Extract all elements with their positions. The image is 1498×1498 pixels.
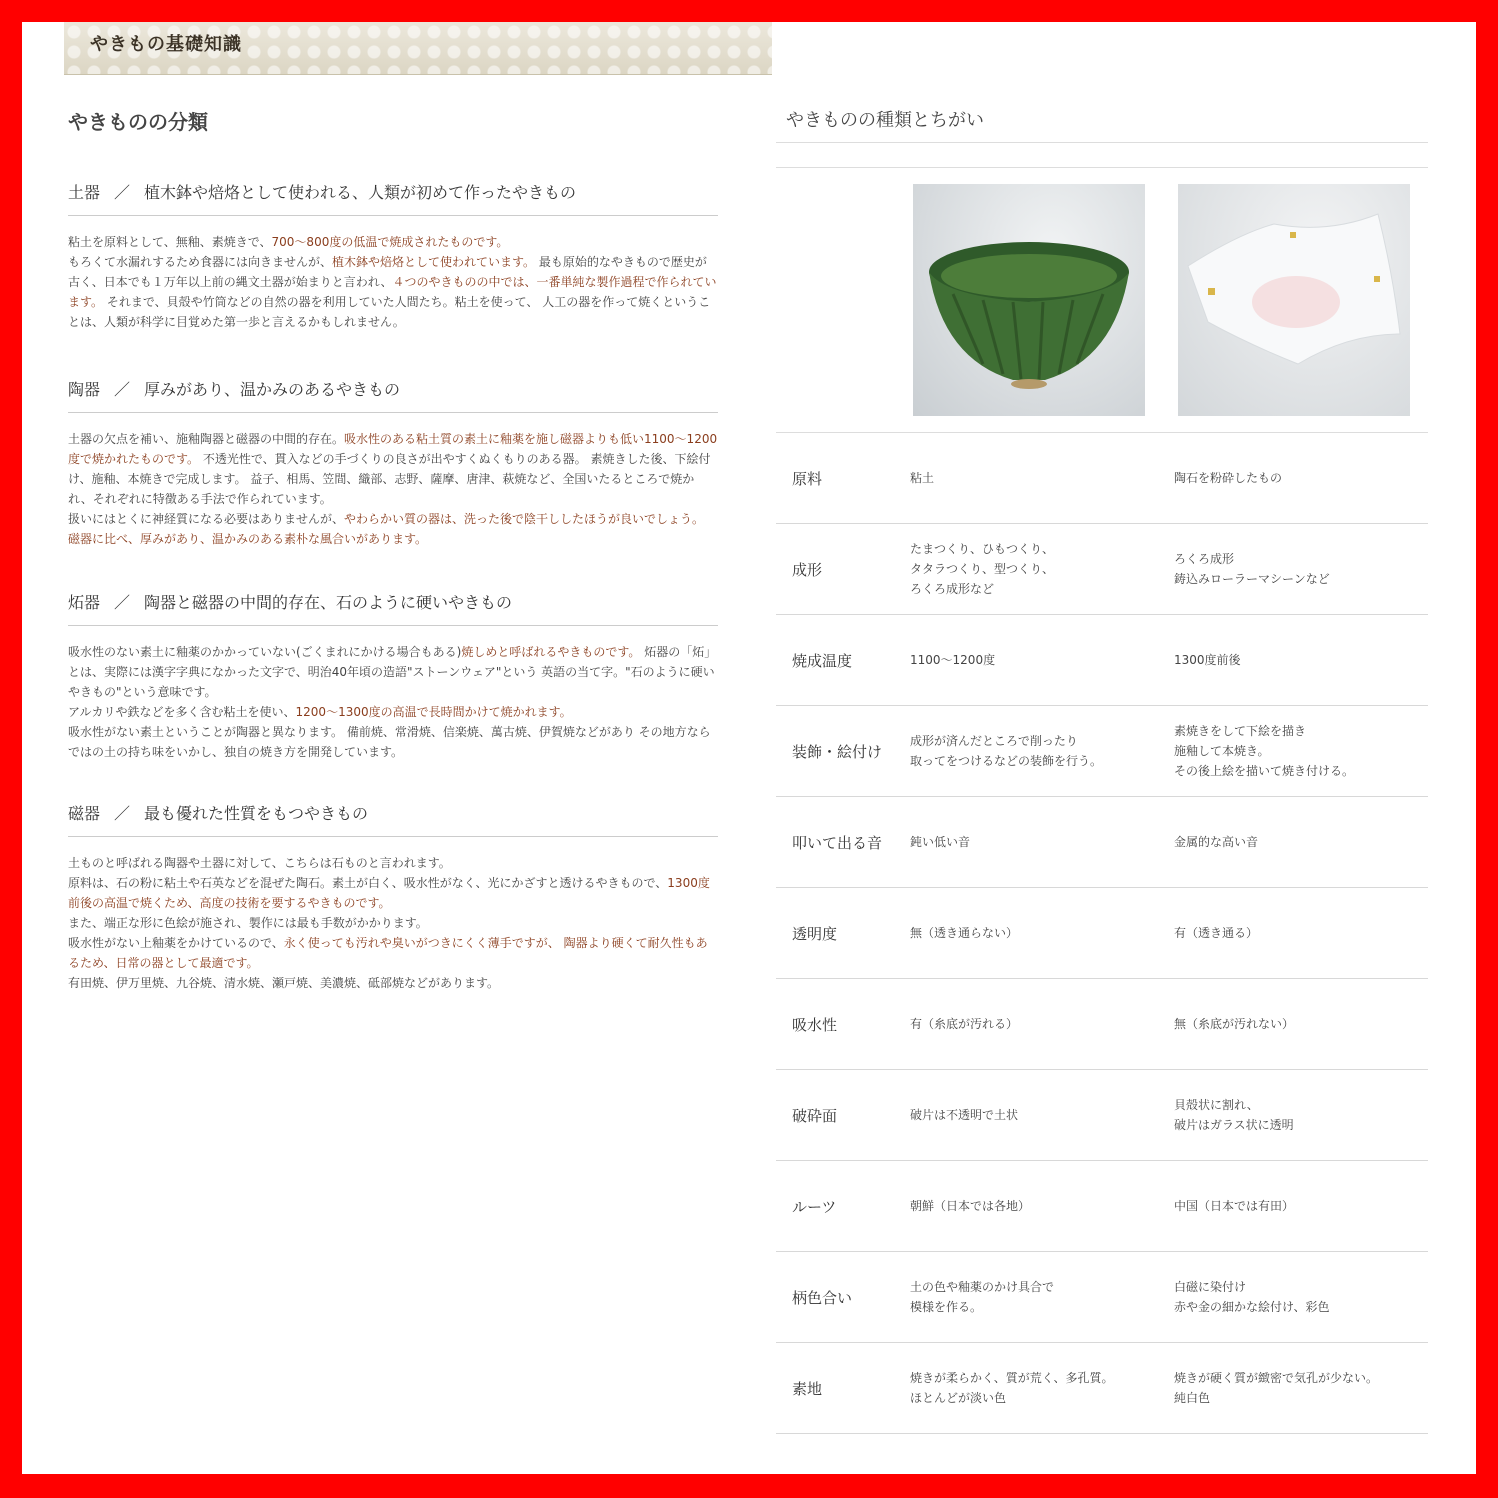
body-text: 吸水性のない素土に釉薬のかかっていない(ごくまれにかける場合もある) xyxy=(68,645,462,659)
row-label: 吸水性 xyxy=(792,1015,838,1034)
table-row xyxy=(776,979,1428,1070)
highlight-text: 焼しめと呼ばれるやきものです。 xyxy=(461,645,641,659)
earthenware-cell: 1100～1200度 xyxy=(910,653,996,667)
highlight-text: 1300度前後の高温で焼くため、高度の技術を要するやきものです。 xyxy=(68,876,710,910)
table-row xyxy=(776,1252,1428,1343)
divider xyxy=(776,167,1428,168)
comparison-title: やきものの種類とちがい xyxy=(786,110,984,131)
section-subtitle: 陶器と磁器の中間的存在、石のように硬いやきもの xyxy=(144,593,513,612)
section-body xyxy=(68,232,718,332)
porcelain-cell: 無（糸底が汚れない） xyxy=(1174,1017,1295,1031)
porcelain-cell: 素焼きをして下絵を描き 施釉して本焼き。 その後上絵を描いて焼き付ける。 xyxy=(1174,724,1355,778)
divider xyxy=(776,142,1428,143)
highlight-text: 700～800度の低温で焼成されたものです。 xyxy=(271,235,509,249)
porcelain-cell: 中国（日本では有田） xyxy=(1174,1199,1295,1213)
section-subtitle: 厚みがあり、温かみのあるやきもの xyxy=(144,380,401,399)
porcelain-cell: 有（透き通る） xyxy=(1174,926,1259,940)
body-text: 有田焼、伊万里焼、九谷焼、清水焼、瀬戸焼、美濃焼、砥部焼などがあります。 xyxy=(68,976,500,990)
section-heading: 炻器 ／ 陶器と磁器の中間的存在、石のように硬いやきもの xyxy=(68,590,718,626)
porcelain-cell: 金属的な高い音 xyxy=(1174,835,1259,849)
green-ceramic-bowl-photo xyxy=(913,184,1145,416)
row-label: 叩いて出る音 xyxy=(792,833,883,852)
earthenware-cell: 粘土 xyxy=(910,471,935,485)
section-heading: 土器 ／ 植木鉢や焙烙として使われる、人類が初めて作ったやきもの xyxy=(68,180,718,216)
row-label: 破砕面 xyxy=(792,1106,838,1125)
body-text: 不透光性で、貫入などの手づくりの良さが出やすくぬくもりのある器。 素焼きした後、下絵付け、施釉、本焼きで完成します。 益子、相馬、笠間、織部、志野、薩摩、唐津、萩焼など、全国いたるところで焼かれ、それぞれに特徴ある手法で作られています。 xyxy=(68,452,711,506)
row-label: 透明度 xyxy=(792,924,838,943)
body-text: 粘土を原料として、無釉、素焼きで、 xyxy=(68,235,272,249)
row-label: 原料 xyxy=(792,469,823,488)
table-row xyxy=(776,1161,1428,1252)
table-row xyxy=(776,524,1428,615)
porcelain-cell: 焼きが硬く質が緻密で気孔が少ない。 純白色 xyxy=(1174,1371,1379,1405)
highlight-text: 永く使っても汚れや臭いがつきにくく薄手ですが、 陶器より硬くて耐久性もあるため、日常の器として最適です。 xyxy=(68,936,708,970)
porcelain-cell: 1300度前後 xyxy=(1174,653,1241,667)
table-row xyxy=(776,1343,1428,1434)
classification-title: やきものの分類 xyxy=(68,110,208,134)
section-heading: 陶器 ／ 厚みがあり、温かみのあるやきもの xyxy=(68,377,718,413)
body-text: 原料は、石の粉に粘土や石英などを混ぜた陶石。素土が白く、吸水性がなく、光にかざすと透けるやきもので、 xyxy=(68,876,668,890)
earthenware-cell: 焼きが柔らかく、質が荒く、多孔質。 ほとんどが淡い色 xyxy=(910,1371,1114,1405)
section-body xyxy=(68,853,718,993)
body-text: 吸水性がない素土ということが陶器と異なります。 備前焼、常滑焼、信楽焼、萬古焼、伊賀焼などがあり その地方ならではの土の持ち味をいかし、独自の焼き方を開発しています。 xyxy=(68,725,711,759)
earthenware-cell: 成形が済んだところで削ったり 取ってをつけるなどの装飾を行う。 xyxy=(910,734,1103,768)
porcelain-cell: 白磁に染付け 赤や金の細かな絵付け、彩色 xyxy=(1174,1280,1330,1314)
body-text: 扱いにはとくに神経質になる必要はありませんが、 xyxy=(68,512,345,526)
porcelain-cell: 貝殻状に割れ、 破片はガラス状に透明 xyxy=(1174,1098,1294,1132)
earthenware-cell: 無（透き通らない） xyxy=(910,926,1019,940)
header-banner xyxy=(64,22,772,75)
highlight-text: 1200～1300度の高温で長時間かけて焼かれます。 xyxy=(295,705,572,719)
body-text: それまで、貝殻や竹筒などの自然の器を利用していた人間たち。粘土を使って、 人工の器を作って焼くということは、人類が科学に目覚めた第一歩と言えるかもしれません。 xyxy=(68,295,711,329)
comparison-table xyxy=(776,433,1428,1434)
row-label: 焼成温度 xyxy=(792,651,853,670)
earthenware-cell: 破片は不透明で土状 xyxy=(910,1108,1019,1122)
earthenware-cell: たまつくり、ひもつくり、 タタラつくり、型つくり、 ろくろ成形など xyxy=(910,542,1055,596)
section-name: 炻器 xyxy=(68,593,101,612)
earthenware-cell: 有（糸底が汚れる） xyxy=(910,1017,1019,1031)
row-label: ルーツ xyxy=(792,1197,837,1216)
section-doki xyxy=(68,180,718,332)
section-jiki xyxy=(68,801,718,993)
banner-title: やきもの基礎知識 xyxy=(90,34,242,55)
section-name: 磁器 xyxy=(68,804,101,823)
porcelain-cell: ろくろ成形 鋳込みローラーマシーンなど xyxy=(1174,552,1330,586)
body-text: アルカリや鉄などを多く含む粘土を使い、 xyxy=(68,705,296,719)
highlight-text: ４つのやきものの中では、一番単純な製作過程で作られています。 xyxy=(68,275,717,309)
section-body xyxy=(68,642,718,762)
section-sekki xyxy=(68,590,718,762)
table-row xyxy=(776,615,1428,706)
earthenware-cell: 朝鮮（日本では各地） xyxy=(910,1199,1031,1213)
section-body xyxy=(68,429,718,549)
table-row xyxy=(776,433,1428,524)
section-name: 土器 xyxy=(68,183,101,202)
table-row xyxy=(776,888,1428,979)
table-row xyxy=(776,1070,1428,1161)
row-label: 素地 xyxy=(792,1379,823,1398)
body-text: 吸水性がない上釉薬をかけているので、 xyxy=(68,936,284,950)
page xyxy=(22,22,1476,1474)
white-porcelain-dish-photo xyxy=(1178,184,1410,416)
body-text: 土器の欠点を補い、施釉陶器と磁器の中間的存在。 xyxy=(68,432,345,446)
porcelain-cell: 陶石を粉砕したもの xyxy=(1174,471,1283,485)
section-subtitle: 最も優れた性質をもつやきもの xyxy=(144,804,369,823)
section-heading: 磁器 ／ 最も優れた性質をもつやきもの xyxy=(68,801,718,837)
section-subtitle: 植木鉢や焙烙として使われる、人類が初めて作ったやきもの xyxy=(144,183,577,202)
body-text: 炻器の「炻」とは、実際には漢字字典になかった文字で、明治40年頃の造語"ストーンウェア"という 英語の当て字。"石のように硬いやきもの"という意味です。 xyxy=(68,645,717,699)
highlight-text: 磁器に比べ、厚みがあり、温かみのある素朴な風合いがあります。 xyxy=(68,532,428,546)
highlight-text: やわらかい質の器は、洗った後で陰干ししたほうが良いでしょう。 xyxy=(344,512,705,526)
section-name: 陶器 xyxy=(68,380,101,399)
highlight-text: 吸水性のある粘土質の素土に釉薬を施し磁器よりも低い1100～1200度で焼かれたものです。 xyxy=(68,432,718,466)
row-label: 柄色合い xyxy=(792,1288,853,1307)
body-text: もろくて水漏れするため食器には向きませんが、 xyxy=(68,255,333,269)
table-row xyxy=(776,797,1428,888)
earthenware-cell: 鈍い低い音 xyxy=(910,835,971,849)
row-label: 装飾・絵付け xyxy=(792,742,883,761)
body-text: また、端正な形に色絵が施され、製作には最も手数がかかります。 xyxy=(68,916,428,930)
table-row xyxy=(776,706,1428,797)
earthenware-cell: 土の色や釉薬のかけ具合で 模様を作る。 xyxy=(910,1280,1055,1314)
highlight-text: 植木鉢や焙烙として使われています。 xyxy=(332,255,536,269)
row-label: 成形 xyxy=(792,560,823,579)
body-text: 最も原始的なやきもので歴史が古く、日本でも１万年以上前の縄文土器が始まりと言われ、 xyxy=(68,255,707,289)
body-text: 土ものと呼ばれる陶器や土器に対して、こちらは石ものと言われます。 xyxy=(68,856,451,870)
section-touki xyxy=(68,377,718,549)
